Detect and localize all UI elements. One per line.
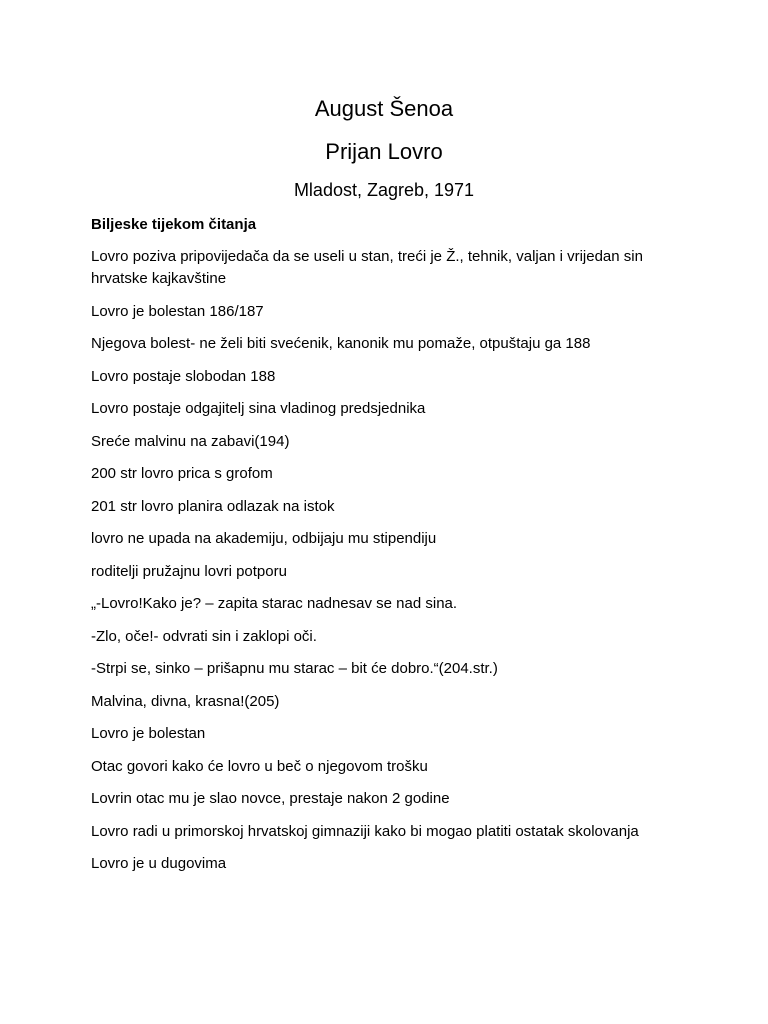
note-item: Lovro je bolestan 186/187 (91, 302, 264, 320)
note-item: Lovrin otac mu je slao novce, prestaje nakon 2 godine (91, 790, 450, 807)
note-item: „-Lovro!Kako je? – zapita starac nadnesav se nad sina. (91, 595, 458, 612)
note-item: Lovro postaje slobodan 188 (91, 367, 276, 385)
note-item: Lovro poziva pripovijedača da se useli u stan, treći je Ž., tehnik, valjan i vrijedan sin hrvatske kajkavštine (91, 248, 643, 287)
note-item: Malvina, divna, krasna!(205) (91, 692, 280, 710)
note-item: Lovro je bolestan (91, 725, 206, 742)
author-name: August Šenoa (314, 96, 454, 121)
note-item: Njegova bolest- ne želi biti svećenik, kanonik mu pomaže, otpuštaju ga 188 (91, 335, 591, 352)
note-item: Lovro je u dugovima (91, 855, 227, 872)
note-item: Lovro radi u primorskoj hrvatskoj gimnaziji kako bi mogao platiti ostatak skolovanja (91, 822, 639, 840)
work-title: Prijan Lovro (325, 139, 443, 164)
note-list (91, 246, 681, 875)
note-item: Otac govori kako će lovro u beč o njegovom trošku (91, 757, 428, 775)
reading-notes (91, 214, 681, 886)
note-item: Lovro postaje odgajitelj sina vladinog predsjednika (91, 400, 426, 417)
note-item: 200 str lovro prica s grofom (91, 465, 273, 482)
note-item: -Strpi se, sinko – prišapnu mu starac – bit će dobro.“(204.str.) (91, 660, 498, 677)
note-item: Sreće malvinu na zabavi(194) (91, 432, 290, 450)
note-item: 201 str lovro planira odlazak na istok (91, 497, 335, 515)
publication-info: Mladost, Zagreb, 1971 (293, 180, 475, 200)
note-item: roditelji pružajnu lovri potporu (91, 562, 287, 580)
note-item: -Zlo, oče!- odvrati sin i zaklopi oči. (91, 627, 317, 645)
section-heading: Biljeske tijekom čitanja (91, 216, 257, 233)
note-item: lovro ne upada na akademiju, odbijaju mu stipendiju (91, 530, 437, 547)
